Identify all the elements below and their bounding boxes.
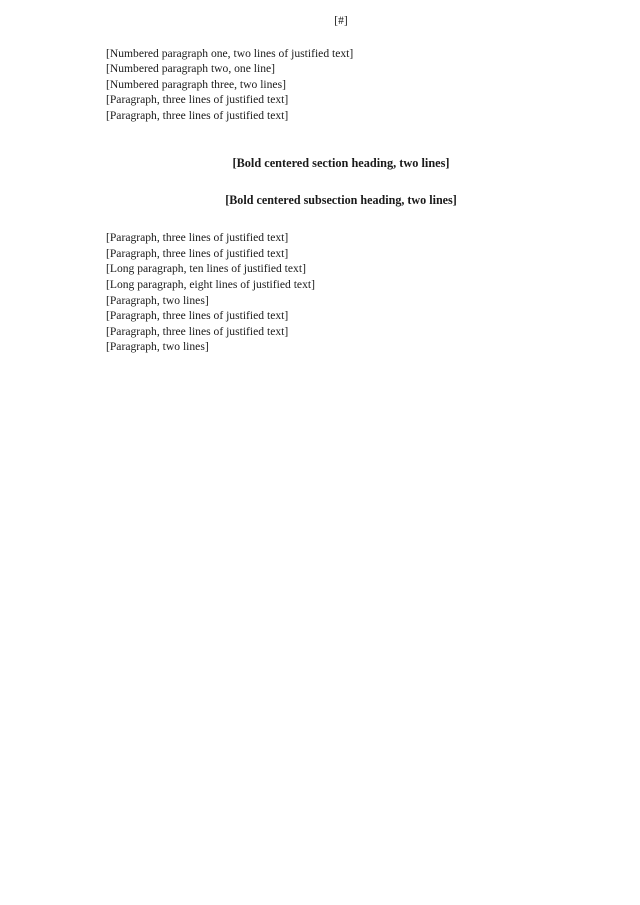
paragraph-item-3: [Numbered paragraph three, two lines] <box>106 77 286 91</box>
paragraph-item-1: [Numbered paragraph one, two lines of justified text] <box>106 46 354 60</box>
paragraph-fire-patrol: [Paragraph, three lines of justified text] <box>106 93 289 107</box>
body-paragraph: [Paragraph, three lines of justified text] <box>106 231 289 245</box>
body-paragraph: [Paragraph, three lines of justified text] <box>106 246 289 260</box>
body-paragraph: [Paragraph, two lines] <box>106 293 209 307</box>
paragraph-lease-term: [Paragraph, three lines of justified text] <box>106 108 289 122</box>
document-page <box>76 14 606 355</box>
subsection-heading: [Bold centered subsection heading, two lines] <box>225 192 457 207</box>
body-paragraph: [Long paragraph, ten lines of justified text] <box>106 262 306 276</box>
body-paragraph: [Paragraph, three lines of justified text] <box>106 324 289 338</box>
page-number: [#] <box>334 15 348 27</box>
body-paragraph: [Paragraph, two lines] <box>106 340 209 354</box>
section-heading: [Bold centered section heading, two lines] <box>232 155 450 170</box>
body-paragraph: [Long paragraph, eight lines of justified text] <box>106 277 315 291</box>
paragraph-item-2: [Numbered paragraph two, one line] <box>106 62 276 76</box>
body-paragraph: [Paragraph, three lines of justified text] <box>106 309 289 323</box>
